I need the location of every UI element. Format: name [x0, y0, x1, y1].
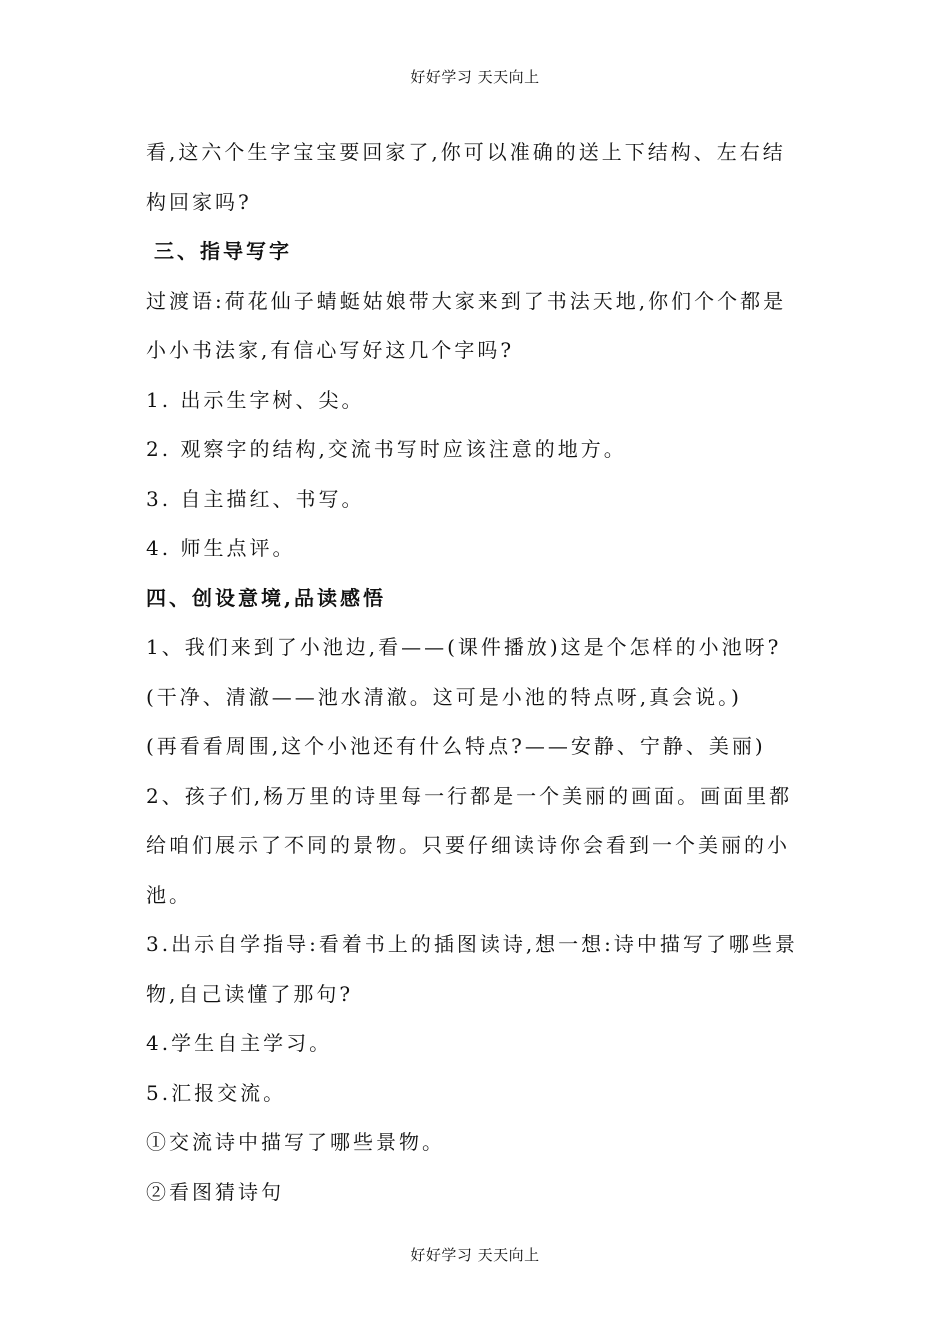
page-header: 好好学习 天天向上: [410, 68, 540, 86]
list-item: ①交流诗中描写了哪些景物。: [146, 1130, 445, 1154]
section-heading: 三、指导写字: [154, 239, 292, 263]
list-item: 5.汇报交流。: [146, 1080, 287, 1105]
list-item: 4.学生自主学习。: [146, 1031, 333, 1055]
document-body: [146, 128, 796, 1217]
paragraph-line: 构回家吗?: [146, 189, 252, 214]
list-item: ②看图猜诗句: [146, 1179, 284, 1204]
list-item: 3.出示自学指导:看着书上的插图读诗,想一想:诗中描写了哪些景: [146, 932, 798, 956]
list-item: 3. 自主描红、书写。: [146, 486, 365, 511]
paragraph-line: (再看看周围,这个小池还有什么特点?——安静、宁静、美丽): [146, 734, 766, 758]
list-item: 4. 师生点评。: [146, 536, 296, 560]
paragraph-line: 池。: [146, 882, 192, 907]
list-item: 2、孩子们,杨万里的诗里每一行都是一个美丽的画面。画面里都: [146, 783, 793, 808]
list-item: 1、我们来到了小池边,看——(课件播放)这是个怎样的小池呀?: [146, 635, 782, 659]
page-footer: 好好学习 天天向上: [410, 1246, 540, 1264]
paragraph-line: 过渡语:荷花仙子蜻蜓姑娘带大家来到了书法天地,你们个个都是: [146, 288, 787, 313]
paragraph-line: (干净、清澈——池水清澈。这可是小池的特点呀,真会说。): [146, 684, 742, 709]
paragraph-line: 小小书法家,有信心写好这几个字吗?: [146, 338, 515, 362]
paragraph-line: 物,自己读懂了那句?: [146, 981, 354, 1006]
list-item: 1. 出示生字树、尖。: [146, 387, 365, 412]
list-item: 2. 观察字的结构,交流书写时应该注意的地方。: [146, 437, 627, 461]
paragraph-line: 给咱们展示了不同的景物。只要仔细读诗你会看到一个美丽的小: [146, 833, 790, 857]
section-heading: 四、创设意境,品读感悟: [146, 585, 386, 610]
paragraph-line: 看,这六个生字宝宝要回家了,你可以准确的送上下结构、左右结: [146, 140, 786, 164]
